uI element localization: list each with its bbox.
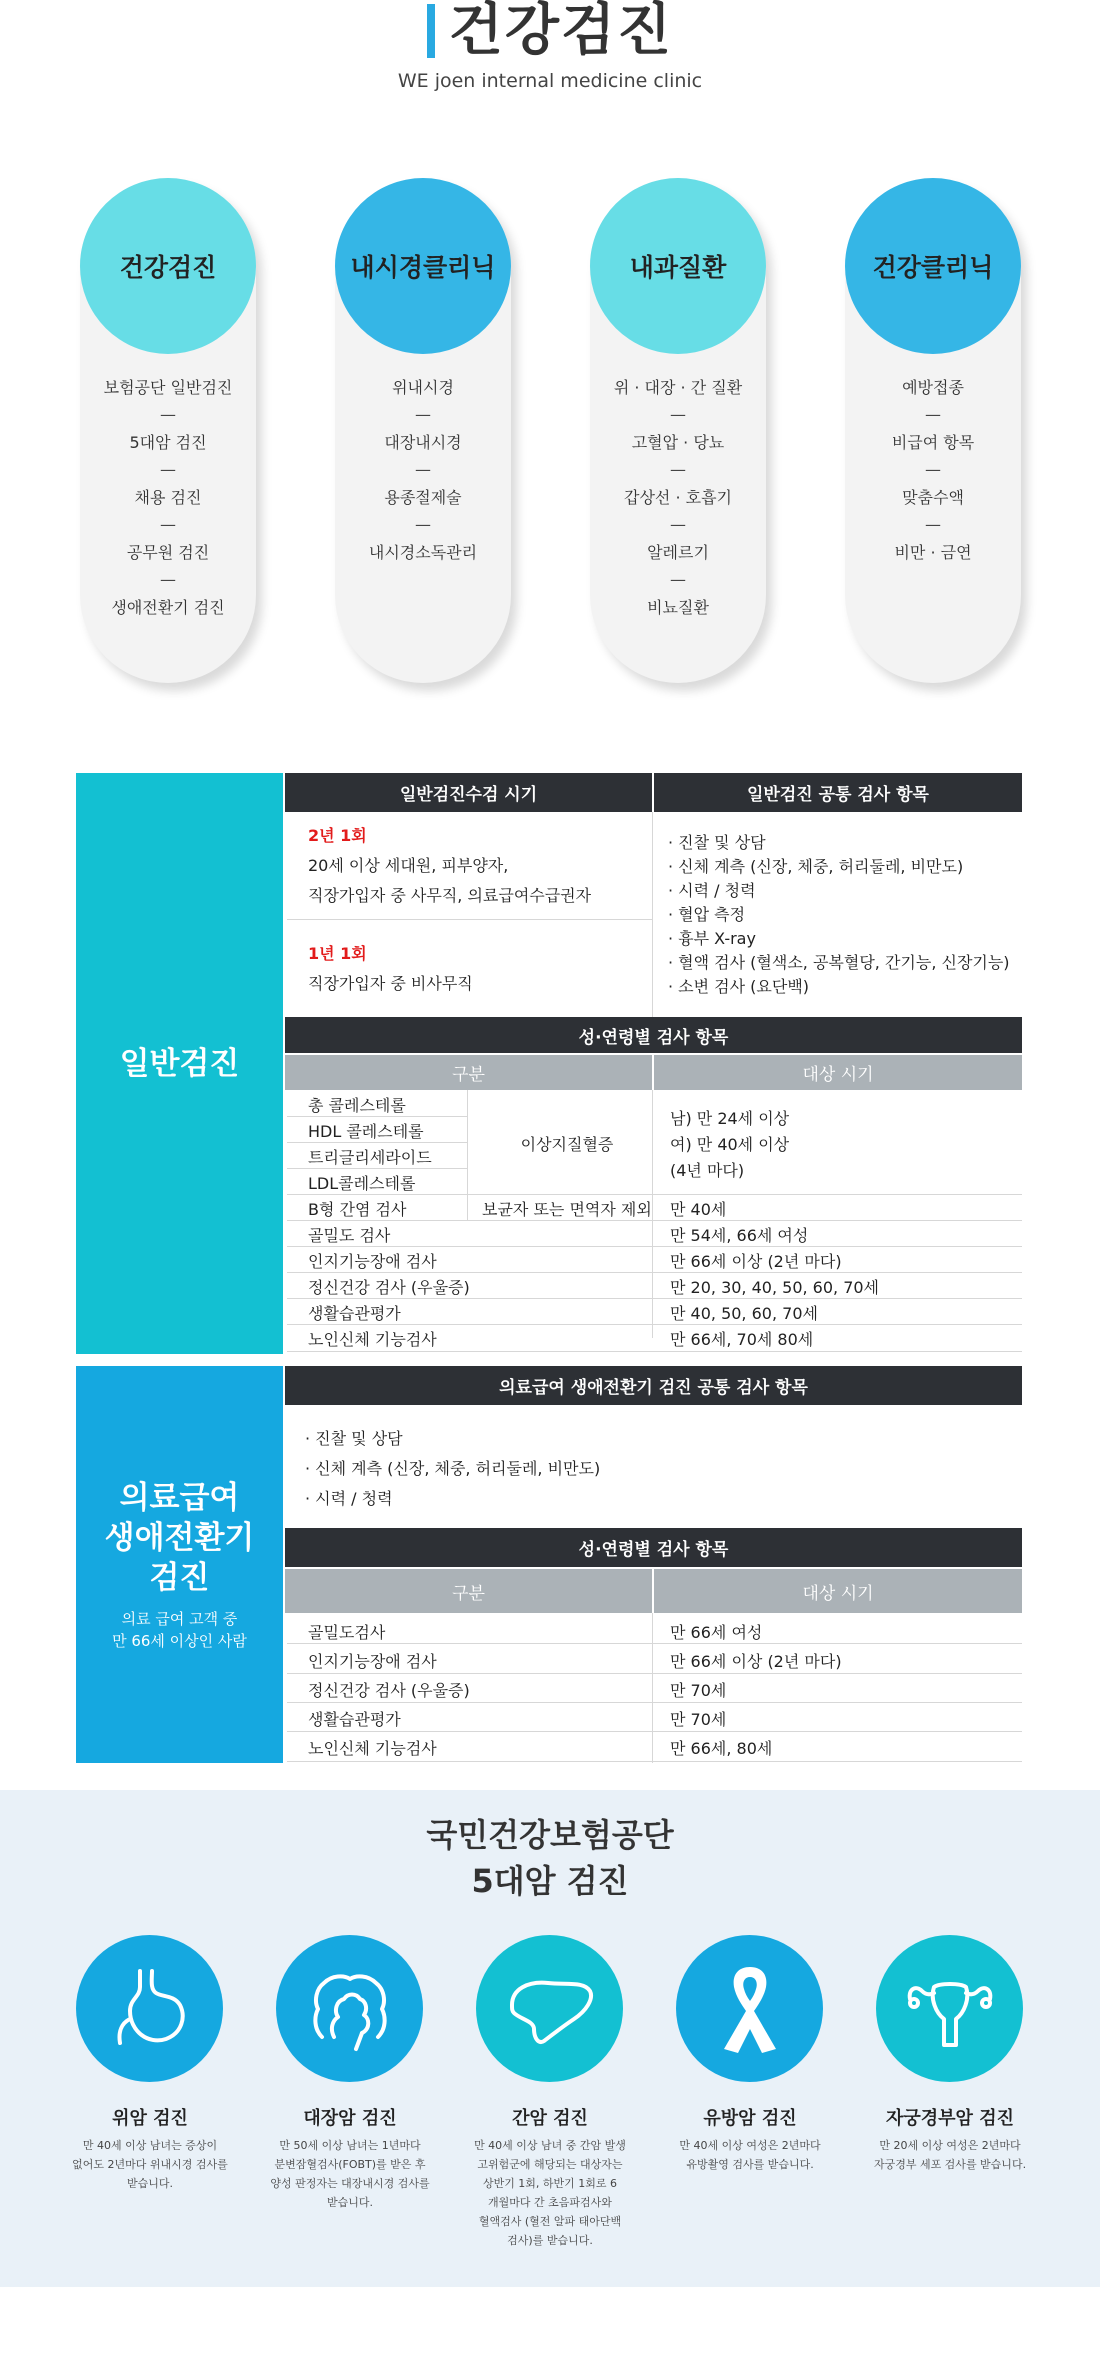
target-text: 만 66세 이상 (2년 마다) (670, 1252, 842, 1271)
cancer-desc (460, 2136, 640, 2250)
target-text: 남) 만 24세 이상 (670, 1109, 790, 1128)
stomach-icon (76, 1935, 223, 2082)
cancer-name: 간암 검진 (512, 2108, 588, 2129)
column-divider (467, 1090, 468, 1220)
list-item: 갑상선 · 호흡기 (624, 488, 732, 507)
row-divider (287, 1673, 1022, 1674)
list-item: 공무원 검진 (126, 543, 210, 562)
cancer-title-line: 5대암 검진 (471, 1862, 629, 1900)
cancer-desc (260, 2136, 440, 2212)
category-card-health-checkup[interactable] (80, 178, 256, 683)
common-item: · 진찰 및 상담 (305, 1429, 403, 1448)
cancer-desc-line: 유방촬영 검사를 받습니다. (686, 2158, 814, 2171)
cancer-desc-line: 분변잠혈검사(FOBT)를 받은 후 (274, 2158, 426, 2171)
target-text: (4년 마다) (670, 1161, 745, 1180)
col-category-header: 구분 (285, 1055, 652, 1090)
target-text: 만 40세 (670, 1200, 727, 1219)
cancer-desc-line: 개월마다 간 초음파검사와 (488, 2196, 612, 2209)
row-divider (287, 1351, 1022, 1352)
list-item: 위내시경 (392, 378, 454, 397)
target-text: 만 20, 30, 40, 50, 60, 70세 (670, 1278, 880, 1297)
category-circle (590, 178, 766, 354)
common-item: · 신체 계측 (신장, 체중, 허리둘레, 비만도) (305, 1459, 601, 1478)
cancer-desc-line: 만 40세 이상 남녀는 증상이 (82, 2139, 218, 2152)
test-name: 노인신체 기능검사 (308, 1330, 437, 1349)
common-item: · 흉부 X-ray (668, 929, 756, 948)
col-target-header: 대상 시기 (654, 1569, 1022, 1613)
common-item: · 시력 / 청력 (305, 1489, 393, 1508)
test-name: LDL콜레스테롤 (308, 1174, 416, 1193)
list-item: 위 · 대장 · 간 질환 (613, 378, 743, 397)
timing-header: 일반검진수검 시기 (285, 773, 652, 812)
test-name: 정신건강 검사 (우울증) (308, 1681, 470, 1700)
separator: — (670, 515, 686, 534)
separator: — (670, 570, 686, 589)
page-header (0, 0, 1100, 110)
separator: — (925, 515, 941, 534)
test-name: 인지기능장애 검사 (308, 1652, 437, 1671)
medical-aid-title-line: 의료급여 (119, 1479, 240, 1516)
test-name: HDL 콜레스테롤 (308, 1122, 424, 1141)
common-item: · 진찰 및 상담 (668, 833, 766, 852)
separator: — (415, 405, 431, 424)
row-divider (287, 1731, 1022, 1732)
list-item: 대장내시경 (384, 433, 462, 452)
uterus-icon (876, 1935, 1023, 2082)
title-accent-bar (427, 4, 435, 58)
frequency-label: 1년 1회 (308, 944, 367, 963)
lipid-group-label: 이상지질혈증 (520, 1135, 614, 1154)
target-text: 만 70세 (670, 1710, 727, 1729)
medical-aid-label (76, 1366, 283, 1763)
row-divider (287, 1761, 1022, 1762)
cancer-title (0, 1812, 1100, 1904)
category-title: 건강검진 (119, 253, 217, 282)
test-condition: 보균자 또는 면역자 제외 (482, 1200, 652, 1219)
list-item: 5대암 검진 (129, 433, 207, 452)
target-text: 만 70세 (670, 1681, 727, 1700)
page-title: 건강검진 (448, 0, 674, 63)
separator: — (415, 460, 431, 479)
common-item: · 혈액 검사 (혈색소, 공복혈당, 간기능, 신장기능) (668, 953, 1010, 972)
cancer-desc-line: 자궁경부 세포 검사를 받습니다. (873, 2158, 1027, 2171)
list-item: 보험공단 일반검진 (103, 378, 233, 397)
list-item: 용종절제술 (384, 488, 462, 507)
age-items-header: 성·연령별 검사 항목 (285, 1017, 1022, 1053)
target-text: 만 54세, 66세 여성 (670, 1226, 809, 1245)
cancer-desc-line: 검사)를 받습니다. (507, 2234, 593, 2247)
category-card-endoscopy[interactable] (335, 178, 511, 683)
common-item: · 시력 / 청력 (668, 881, 756, 900)
medical-aid-sub-line: 의료 급여 고객 중 (121, 1609, 238, 1628)
test-name: 골밀도검사 (308, 1623, 386, 1642)
category-list (845, 374, 1021, 566)
frequency-label: 2년 1회 (308, 826, 367, 845)
medical-aid-sub-line: 만 66세 이상인 사람 (112, 1631, 247, 1650)
separator: — (415, 515, 431, 534)
common-item: · 신체 계측 (신장, 체중, 허리둘레, 비만도) (668, 857, 964, 876)
list-item: 고혈압 · 당뇨 (631, 433, 725, 452)
test-name: 정신건강 검사 (우울증) (308, 1278, 470, 1297)
divider (287, 1116, 467, 1117)
separator: — (925, 405, 941, 424)
test-name: 생활습관평가 (308, 1710, 401, 1729)
separator: — (160, 405, 176, 424)
medical-aid-sub (112, 1608, 247, 1652)
column-divider (652, 812, 653, 1017)
divider (287, 1168, 467, 1169)
general-checkup-label (76, 773, 283, 1354)
separator: — (160, 515, 176, 534)
row-divider (287, 1702, 1022, 1703)
list-item: 알레르기 (647, 543, 709, 562)
cancer-desc (660, 2136, 840, 2174)
list-item: 비급여 항목 (891, 433, 975, 452)
cancer-desc-line: 상반기 1회, 하반기 1회로 6 (482, 2177, 618, 2190)
test-name: 인지기능장애 검사 (308, 1252, 437, 1271)
list-item: 내시경소독관리 (368, 543, 478, 562)
list-item: 비만 · 금연 (894, 543, 972, 562)
common-items-header: 일반검진 공통 검사 항목 (654, 773, 1022, 812)
category-card-internal-disease[interactable] (590, 178, 766, 683)
category-card-health-clinic[interactable] (845, 178, 1021, 683)
cancer-desc-line: 받습니다. (326, 2196, 373, 2209)
row-divider (287, 1194, 1022, 1195)
row-divider (287, 1220, 1022, 1221)
cancer-desc-line: 만 50세 이상 남녀는 1년마다 (279, 2139, 421, 2152)
colon-icon (276, 1935, 423, 2082)
cancer-desc (860, 2136, 1040, 2174)
column-divider (652, 1090, 653, 1338)
common-item: · 소변 검사 (요단백) (668, 977, 810, 996)
row-divider (287, 1272, 1022, 1273)
test-name: 생활습관평가 (308, 1304, 401, 1323)
category-circle (845, 178, 1021, 354)
category-title: 내과질환 (629, 253, 727, 282)
medical-aid-title-line: 검진 (149, 1559, 210, 1596)
list-item: 비뇨질환 (647, 598, 709, 617)
target-text: 여) 만 40세 이상 (670, 1135, 790, 1154)
page-subtitle: WE joen internal medicine clinic (397, 70, 703, 92)
target-text: 만 66세 여성 (670, 1623, 763, 1642)
cancer-desc-line: 만 40세 이상 여성은 2년마다 (679, 2139, 821, 2152)
row-divider (287, 1246, 1022, 1247)
category-list (335, 374, 511, 566)
list-item: 생애전환기 검진 (111, 598, 225, 617)
test-name: 트리글리세라이드 (308, 1148, 432, 1167)
separator: — (670, 460, 686, 479)
list-item: 맞춤수액 (902, 488, 964, 507)
cancer-name: 유방암 검진 (703, 2108, 797, 2129)
liver-icon (476, 1935, 623, 2082)
test-name: 노인신체 기능검사 (308, 1739, 437, 1758)
cancer-desc (60, 2136, 240, 2193)
row-divider (287, 1298, 1022, 1299)
separator: — (160, 460, 176, 479)
cancer-title-line: 국민건강보험공단 (426, 1816, 674, 1854)
category-title: 건강클리닉 (872, 253, 994, 282)
cancer-desc-line: 혈액검사 (혈전 알파 태아단백 (478, 2215, 622, 2228)
col-category-header: 구분 (285, 1569, 652, 1613)
target-text: 만 66세, 70세 80세 (670, 1330, 814, 1349)
cancer-name: 자궁경부암 검진 (886, 2108, 1014, 2129)
ribbon-icon (676, 1935, 823, 2082)
separator: — (160, 570, 176, 589)
test-name: B형 간염 검사 (308, 1200, 407, 1219)
target-text: 만 66세 이상 (2년 마다) (670, 1652, 842, 1671)
cancer-desc-line: 받습니다. (126, 2177, 173, 2190)
medical-common-header: 의료급여 생애전환기 검진 공통 검사 항목 (285, 1366, 1022, 1405)
divider (287, 1142, 467, 1143)
cancer-name: 위암 검진 (112, 2108, 188, 2129)
separator: — (925, 460, 941, 479)
category-circle (80, 178, 256, 354)
row-divider (287, 1643, 1022, 1644)
row-divider (287, 1324, 1022, 1325)
cancer-desc-line: 고위험군에 해당되는 대상자는 (477, 2158, 623, 2171)
category-circle (335, 178, 511, 354)
test-name: 총 콜레스테롤 (308, 1096, 406, 1115)
general-checkup-title: 일반검진 (119, 1045, 240, 1082)
col-target-header: 대상 시기 (654, 1055, 1022, 1090)
separator: — (670, 405, 686, 424)
test-name: 골밀도 검사 (308, 1226, 391, 1245)
column-divider (652, 1613, 653, 1763)
title-wrap (0, 0, 1100, 62)
list-item: 채용 검진 (134, 488, 202, 507)
cancer-desc-line: 양성 판정자는 대장내시경 검사를 (270, 2177, 430, 2190)
cancer-name: 대장암 검진 (303, 2108, 397, 2129)
timing-text: 직장가입자 중 비사무직 (308, 974, 473, 993)
list-item: 예방접종 (902, 378, 964, 397)
medical-age-header: 성·연령별 검사 항목 (285, 1528, 1022, 1567)
cancer-desc-line: 만 40세 이상 남녀 중 간암 발생 (474, 2139, 626, 2152)
medical-aid-title-line: 생애전환기 (104, 1519, 255, 1556)
cancer-desc-line: 만 20세 이상 여성은 2년마다 (879, 2139, 1021, 2152)
target-text: 만 40, 50, 60, 70세 (670, 1304, 818, 1323)
common-item: · 혈압 측정 (668, 905, 746, 924)
category-title: 내시경클리닉 (350, 253, 496, 282)
category-list (80, 374, 256, 621)
timing-text: 20세 이상 세대원, 피부양자, (308, 856, 509, 875)
cancer-desc-line: 없어도 2년마다 위내시경 검사를 (72, 2158, 228, 2171)
category-list (590, 374, 766, 621)
target-text: 만 66세, 80세 (670, 1739, 773, 1758)
timing-text: 직장가입자 중 사무직, 의료급여수급권자 (308, 886, 592, 905)
divider (287, 919, 652, 920)
